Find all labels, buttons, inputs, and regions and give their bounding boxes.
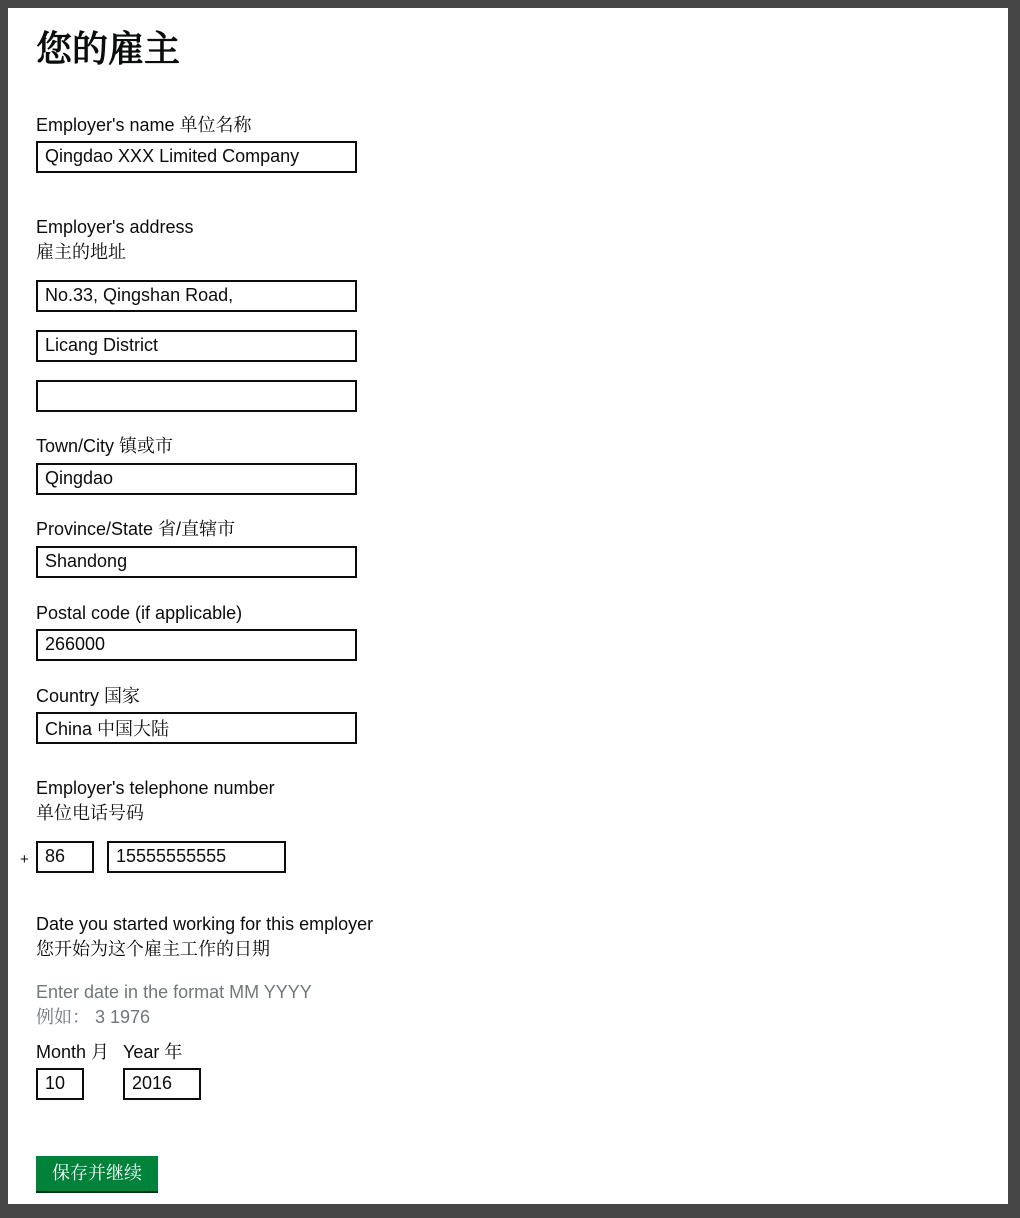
telephone-group — [20, 776, 1008, 873]
month-column — [36, 1040, 123, 1100]
month-label: Month 月 — [36, 1041, 110, 1062]
country-code-input[interactable] — [36, 841, 94, 873]
province-state-label: Province/State 省/直辖市 — [36, 518, 236, 539]
start-date-group — [36, 912, 1008, 1100]
page-title: 您的雇主 — [36, 28, 181, 69]
province-state-input[interactable] — [36, 546, 357, 578]
telephone-label-en: Employer's telephone number — [36, 777, 275, 798]
postal-code-input[interactable] — [36, 629, 357, 661]
year-label: Year 年 — [123, 1041, 183, 1062]
employer-name-group — [36, 113, 1008, 173]
country-label: Country 国家 — [36, 685, 141, 706]
town-city-input[interactable] — [36, 463, 357, 495]
telephone-label-zh: 单位电话号码 — [36, 802, 144, 823]
employer-address-line3-input[interactable] — [36, 380, 357, 412]
town-city-label: Town/City 镇或市 — [36, 435, 174, 456]
phone-plus-prefix: + — [20, 850, 29, 868]
month-input[interactable] — [36, 1068, 84, 1100]
date-format-hint-zh: 例如： 3 1976 — [36, 1006, 151, 1027]
country-group — [36, 684, 1008, 744]
telephone-row — [20, 841, 1008, 873]
province-state-group — [36, 517, 1008, 578]
telephone-number-input[interactable] — [107, 841, 286, 873]
employer-form-page — [8, 8, 1008, 1204]
postal-code-label: Postal code (if applicable) — [36, 602, 243, 623]
employer-name-label: Employer's name 单位名称 — [36, 114, 252, 135]
save-and-continue-button[interactable]: 保存并继续 — [36, 1156, 158, 1191]
date-format-hint — [36, 980, 1008, 1030]
employer-name-input[interactable] — [36, 141, 357, 173]
start-date-label-en: Date you started working for this employer — [36, 913, 374, 934]
town-city-group — [36, 434, 1008, 495]
employer-address-line1-input[interactable] — [36, 280, 357, 312]
employer-address-line2-input[interactable] — [36, 330, 357, 362]
year-input[interactable] — [123, 1068, 201, 1100]
start-date-label-zh: 您开始为这个雇主工作的日期 — [36, 938, 270, 959]
employer-address-label-en: Employer's address — [36, 216, 194, 237]
employer-address-group — [36, 215, 1008, 412]
country-input[interactable] — [36, 712, 357, 744]
year-column — [123, 1040, 201, 1100]
date-format-hint-en: Enter date in the format MM YYYY — [36, 981, 312, 1002]
month-year-row — [36, 1040, 1008, 1100]
postal-code-group — [36, 601, 1008, 661]
employer-address-label-zh: 雇主的地址 — [36, 241, 126, 262]
